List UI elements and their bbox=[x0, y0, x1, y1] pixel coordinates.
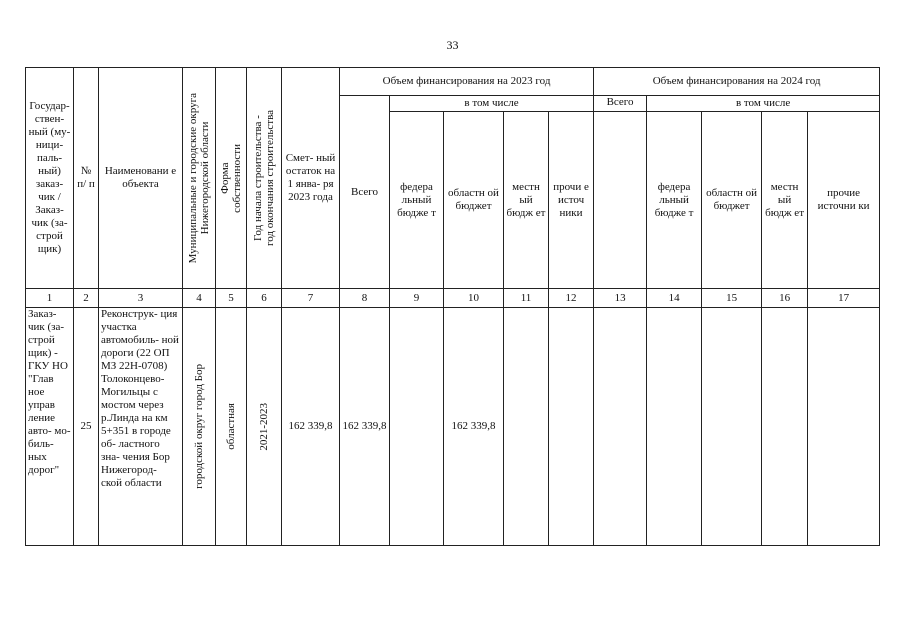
header-customer: Государ- ствен- ный (му- ници- паль- ный) заказ- чик / Заказ- чик (за- строй щик) bbox=[26, 68, 74, 289]
header-other-2024: прочие источни ки bbox=[808, 112, 880, 289]
row-remainder: 162 339,8 bbox=[282, 308, 340, 546]
row-regional-2024 bbox=[702, 308, 762, 546]
column-number: 7 bbox=[282, 289, 340, 308]
header-remainder: Смет- ный остаток на 1 янва- ря 2023 года bbox=[282, 68, 340, 289]
row-municipality-cell bbox=[183, 308, 216, 546]
header-regional-2023: областн ой бюджет bbox=[444, 112, 504, 289]
column-number: 3 bbox=[99, 289, 183, 308]
row-local-2024 bbox=[762, 308, 808, 546]
row-ownership-cell bbox=[216, 308, 247, 546]
header-empty-2024 bbox=[594, 112, 647, 289]
column-number: 5 bbox=[216, 289, 247, 308]
header-pp: № п/ п bbox=[74, 68, 99, 289]
header-object-name: Наименовани е объекта bbox=[99, 68, 183, 289]
header-row-1 bbox=[26, 68, 880, 96]
row-total-2024 bbox=[594, 308, 647, 546]
column-number: 13 bbox=[594, 289, 647, 308]
header-years-cell bbox=[247, 68, 282, 289]
header-including-2024: в том числе bbox=[647, 96, 880, 112]
header-ownership-cell bbox=[216, 68, 247, 289]
column-number: 4 bbox=[183, 289, 216, 308]
column-number: 1 bbox=[26, 289, 74, 308]
header-local-2024: местн ый бюдж ет bbox=[762, 112, 808, 289]
financing-table bbox=[25, 67, 880, 546]
header-municipality: Муниципальные и городские округа Нижегородской области bbox=[187, 92, 211, 264]
column-number: 16 bbox=[762, 289, 808, 308]
column-number: 10 bbox=[444, 289, 504, 308]
row-number: 25 bbox=[74, 308, 99, 546]
header-including-2023: в том числе bbox=[390, 96, 594, 112]
row-municipality: городской округ город Бор bbox=[193, 364, 205, 489]
row-ownership: областная bbox=[225, 403, 237, 450]
column-number: 14 bbox=[647, 289, 702, 308]
column-number: 17 bbox=[808, 289, 880, 308]
column-number: 15 bbox=[702, 289, 762, 308]
row-customer: Заказ- чик (за- строй щик) - ГКУ НО "Глав ное управ ление авто- мо- биль- ных дорог" bbox=[26, 308, 74, 546]
row-regional-2023: 162 339,8 bbox=[444, 308, 504, 546]
row-other-2023 bbox=[549, 308, 594, 546]
header-funding-2024: Объем финансирования на 2024 год bbox=[594, 68, 880, 96]
row-object-name: Реконструк- ция участка автомобиль- ной дороги (22 ОП МЗ 22Н-0708) Толоконцево- Могильцы с мостом через р.Линда на км 5+351 в городе об- ластного зна- чения Бор Нижегород- ской области bbox=[99, 308, 183, 546]
header-federal-2023: федера льный бюдже т bbox=[390, 112, 444, 289]
header-other-2023: прочи е источ ники bbox=[549, 112, 594, 289]
page-number: 33 bbox=[446, 38, 459, 52]
header-funding-2023: Объем финансирования на 2023 год bbox=[340, 68, 594, 96]
column-number: 12 bbox=[549, 289, 594, 308]
header-local-2023: местн ый бюдж ет bbox=[504, 112, 549, 289]
column-number-row bbox=[26, 289, 880, 308]
column-number: 8 bbox=[340, 289, 390, 308]
column-number: 6 bbox=[247, 289, 282, 308]
row-total-2023: 162 339,8 bbox=[340, 308, 390, 546]
column-number: 11 bbox=[504, 289, 549, 308]
header-years: Год начала строительства - год окончания строительства bbox=[252, 110, 276, 246]
row-federal-2024 bbox=[647, 308, 702, 546]
header-municipality-cell bbox=[183, 68, 216, 289]
row-years-cell bbox=[247, 308, 282, 546]
header-ownership: Форма собственности bbox=[219, 143, 243, 213]
row-federal-2023 bbox=[390, 308, 444, 546]
table-row bbox=[26, 308, 880, 546]
header-federal-2024: федера льный бюдже т bbox=[647, 112, 702, 289]
column-number: 2 bbox=[74, 289, 99, 308]
row-local-2023 bbox=[504, 308, 549, 546]
header-total-2023: Всего bbox=[340, 96, 390, 289]
row-other-2024 bbox=[808, 308, 880, 546]
column-number: 9 bbox=[390, 289, 444, 308]
header-regional-2024: областн ой бюджет bbox=[702, 112, 762, 289]
row-years: 2021-2023 bbox=[258, 402, 270, 451]
header-total-2024: Всего bbox=[594, 96, 647, 112]
